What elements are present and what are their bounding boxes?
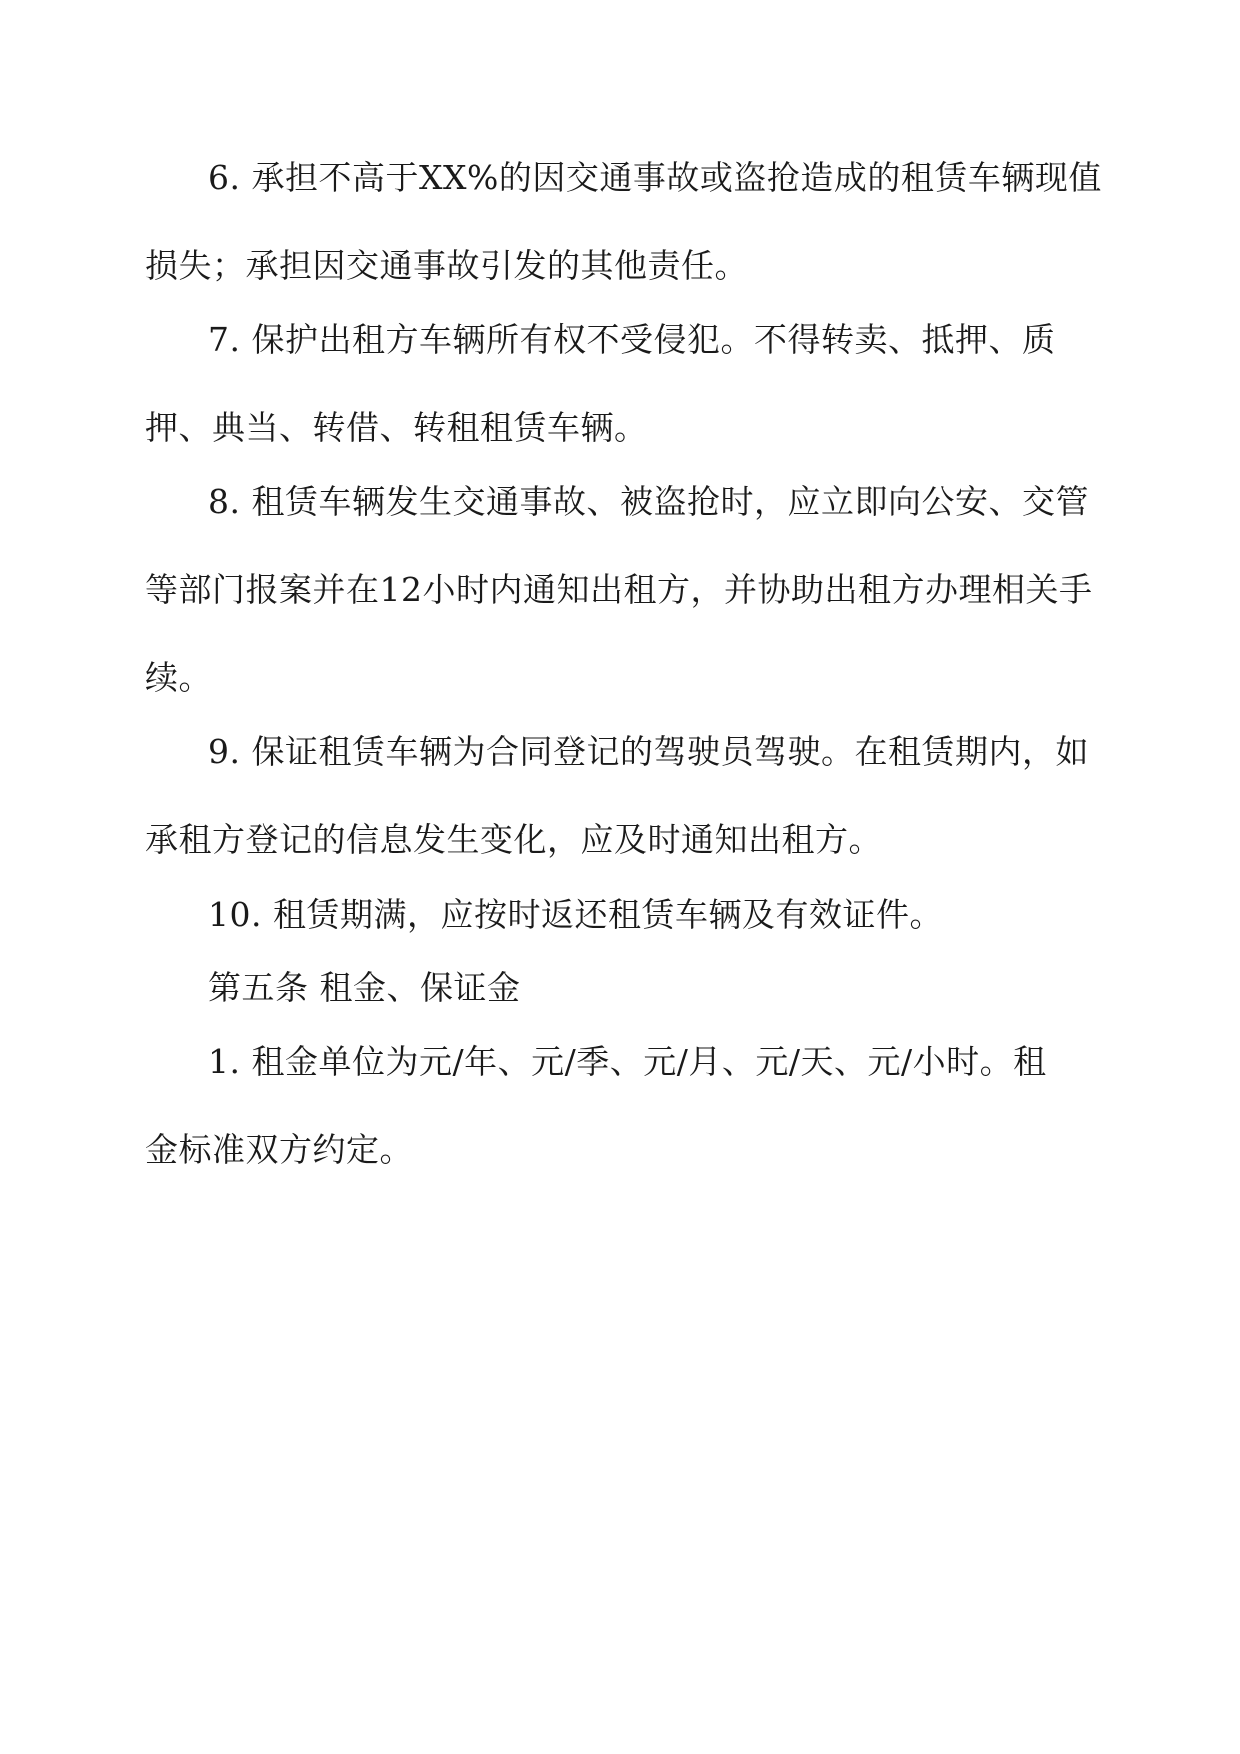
clause-8-line-3: 续。 bbox=[145, 658, 212, 697]
clause-8-line-2: 等部门报案并在12小时内通知出租方，并协助出租方办理相关手 bbox=[145, 570, 1093, 609]
clause-10-line-1: 10. 租赁期满，应按时返还租赁车辆及有效证件。 bbox=[208, 895, 943, 934]
article-5-heading: 第五条 租金、保证金 bbox=[208, 968, 521, 1007]
clause-7-line-2: 押、典当、转借、转租租赁车辆。 bbox=[145, 408, 648, 447]
rent-clause-1-line-2: 金标准双方约定。 bbox=[145, 1130, 413, 1169]
clause-6-line-1: 6. 承担不高于XX%的因交通事故或盗抢造成的租赁车辆现值 bbox=[208, 158, 1102, 197]
clause-8-line-1: 8. 租赁车辆发生交通事故、被盗抢时，应立即向公安、交管 bbox=[208, 482, 1089, 521]
clause-9-line-1: 9. 保证租赁车辆为合同登记的驾驶员驾驶。在租赁期内，如 bbox=[208, 732, 1089, 771]
rent-clause-1-line-1: 1. 租金单位为元/年、元/季、元/月、元/天、元/小时。租 bbox=[208, 1042, 1047, 1081]
clause-6-line-2: 损失；承担因交通事故引发的其他责任。 bbox=[145, 246, 748, 285]
clause-9-line-2: 承租方登记的信息发生变化，应及时通知出租方。 bbox=[145, 820, 882, 859]
clause-7-line-1: 7. 保护出租方车辆所有权不受侵犯。不得转卖、抵押、质 bbox=[208, 320, 1056, 359]
